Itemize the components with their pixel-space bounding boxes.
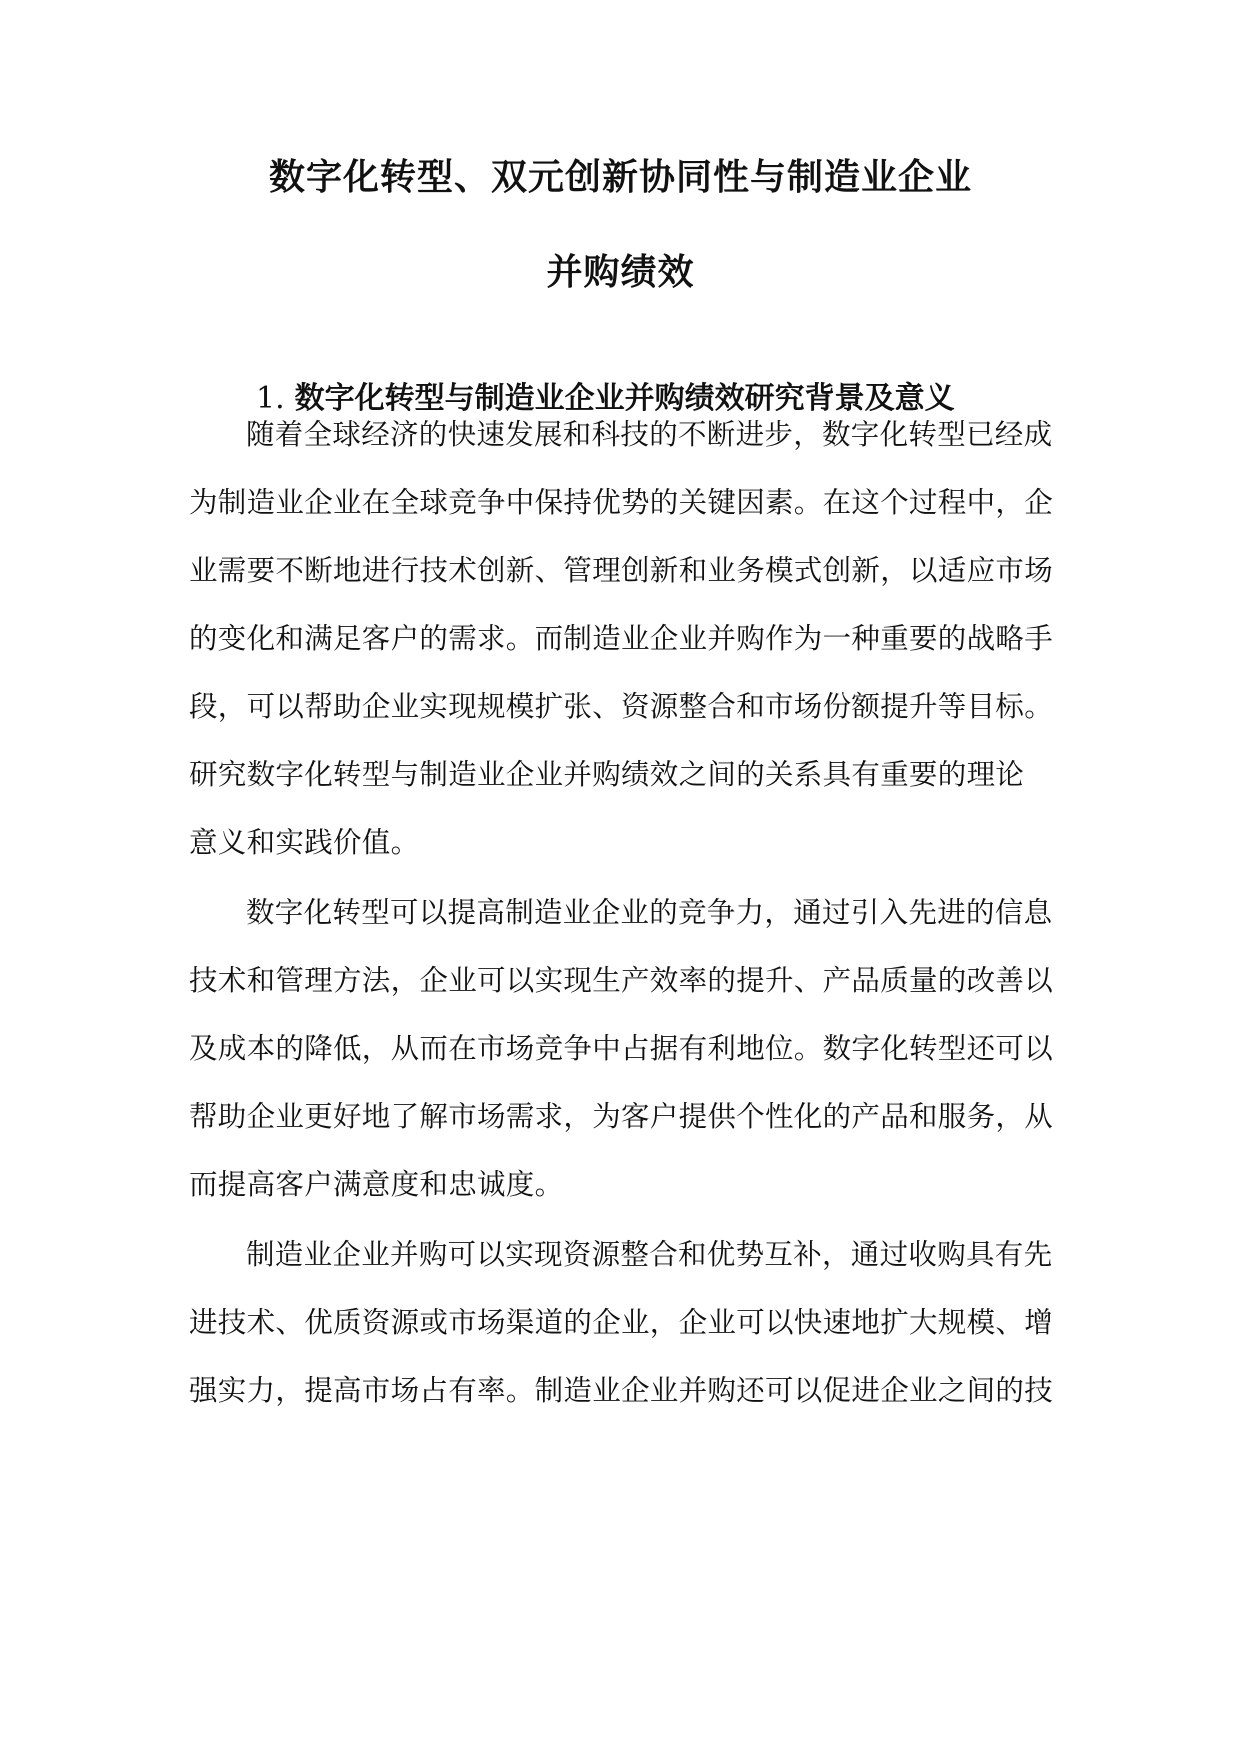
- paragraph-line: 数字化转型可以提高制造业企业的竞争力，通过引入先进的信息: [246, 896, 1053, 929]
- paragraph-line: 的变化和满足客户的需求。而制造业企业并购作为一种重要的战略手: [189, 622, 1054, 655]
- section-number: 1.: [256, 381, 285, 416]
- paragraph-line: 技术和管理方法，企业可以实现生产效率的提升、产品质量的改善以: [189, 964, 1054, 997]
- paragraph-line: 制造业企业并购可以实现资源整合和优势互补，通过收购具有先: [246, 1238, 1053, 1271]
- paragraph-line: 为制造业企业在全球竞争中保持优势的关键因素。在这个过程中，企: [189, 486, 1054, 519]
- paragraph-line: 意义和实践价值。: [189, 826, 420, 859]
- section-heading-text: 数字化转型与制造业企业并购绩效研究背景及意义: [294, 381, 955, 416]
- paragraph-line: 而提高客户满意度和忠诚度。: [189, 1168, 564, 1201]
- paragraph-line: 强实力，提高市场占有率。制造业企业并购还可以促进企业之间的技: [189, 1374, 1054, 1407]
- paragraph-line: 段，可以帮助企业实现规模扩张、资源整合和市场份额提升等目标。: [189, 690, 1054, 723]
- paragraph-line: 及成本的降低，从而在市场竞争中占据有利地位。数字化转型还可以: [189, 1032, 1054, 1065]
- paragraph-line: 研究数字化转型与制造业企业并购绩效之间的关系具有重要的理论: [189, 758, 1025, 791]
- paragraph-line: 随着全球经济的快速发展和科技的不断进步，数字化转型已经成: [246, 418, 1053, 451]
- document-title-line-2: 并购绩效: [546, 252, 695, 293]
- document-title-line-1: 数字化转型、双元创新协同性与制造业企业: [268, 157, 972, 198]
- paragraph-line: 帮助企业更好地了解市场需求，为客户提供个性化的产品和服务，从: [189, 1100, 1054, 1133]
- paragraph-line: 进技术、优质资源或市场渠道的企业，企业可以快速地扩大规模、增: [189, 1306, 1054, 1339]
- paragraph-line: 业需要不断地进行技术创新、管理创新和业务模式创新，以适应市场: [189, 554, 1054, 587]
